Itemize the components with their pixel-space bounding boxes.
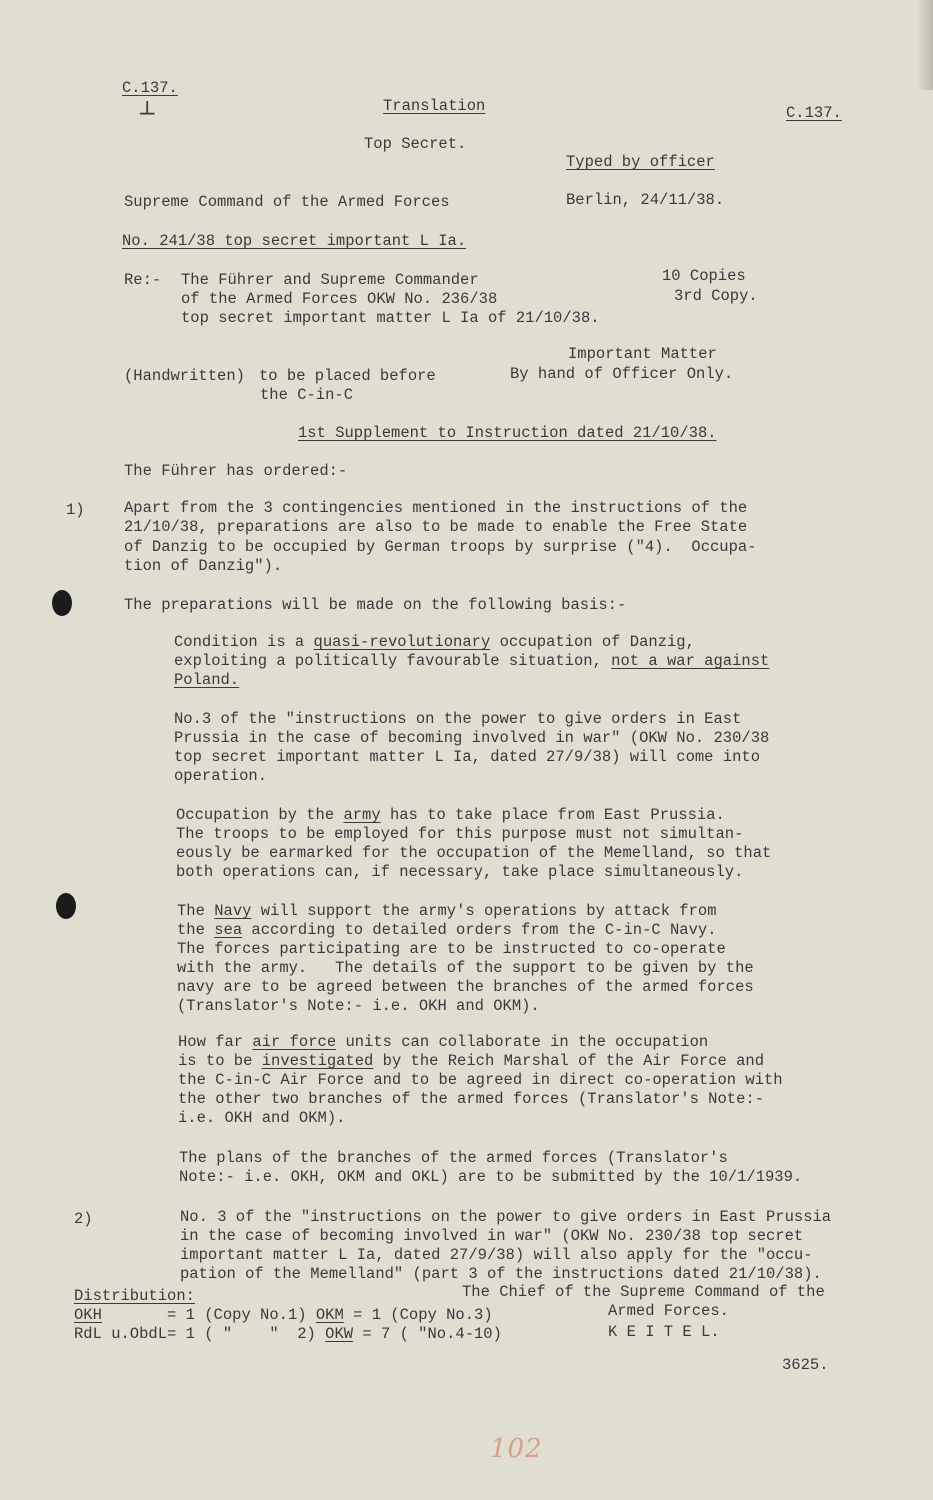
paper-edge [917, 0, 933, 90]
no3-line: Prussia in the case of becoming involved in war" (OKW No. 230/38 [174, 729, 770, 747]
plans-line: Note:- i.e. OKH, OKM and OKL) are to be submitted by the 10/1/1939. [179, 1168, 803, 1186]
supplement-title: 1st Supplement to Instruction dated 21/10/38. [298, 424, 717, 442]
distribution-row: RdL u.ObdL= 1 ( " " 2) OKW = 7 ( "No.4-10) [74, 1325, 502, 1343]
navy-line: The Navy will support the army's operations by attack from [177, 902, 717, 920]
basis-line: The preparations will be made on the following basis:- [124, 596, 627, 614]
doc-code: 3625. [782, 1356, 829, 1374]
punch-hole [56, 893, 76, 919]
section1-line: Apart from the 3 contingencies mentioned in the instructions of the [124, 499, 748, 517]
section-number: 2) [74, 1210, 93, 1228]
air-line: the other two branches of the armed forces (Translator's Note:- [178, 1090, 764, 1108]
doc-ref-right: C.137. [786, 104, 842, 122]
no3-line: top secret important matter L Ia, dated 27/9/38) will come into [174, 748, 760, 766]
navy-line: the sea according to detailed orders from the C-in-C Navy. [177, 921, 717, 939]
copy-number: 3rd Copy. [674, 287, 758, 305]
issuer: Supreme Command of the Armed Forces [124, 193, 450, 211]
air-line: is to be investigated by the Reich Marshal of the Air Force and [178, 1052, 765, 1070]
place-date: Berlin, 24/11/38. [566, 191, 725, 209]
navy-line: The forces participating are to be instructed to co-operate [177, 940, 726, 958]
handwritten-label: (Handwritten) [124, 367, 245, 385]
condition-line: exploiting a politically favourable situation, not a war against [174, 652, 770, 670]
army-line: Occupation by the army has to take place from East Prussia. [176, 806, 725, 824]
doc-ref-left: C.137. [122, 79, 178, 97]
no3-line: operation. [174, 767, 268, 785]
section2-line: important matter L Ia, dated 27/9/38) will also apply for the "occu- [180, 1246, 813, 1264]
air-line: How far air force units can collaborate in the occupation [178, 1033, 709, 1051]
section1-line: tion of Danzig"). [124, 557, 283, 575]
navy-line: (Translator's Note:- i.e. OKH and OKM). [177, 997, 540, 1015]
handwritten-line: the C-in-C [260, 386, 354, 404]
signature-title: Armed Forces. [608, 1302, 729, 1320]
signature-title: The Chief of the Supreme Command of the [462, 1283, 825, 1301]
punch-hole [52, 590, 72, 616]
re-line: top secret important matter L Ia of 21/10/38. [181, 309, 600, 327]
section-number: 1) [66, 501, 85, 519]
section1-line: of Danzig to be occupied by German troops by surprise ("4). Occupa- [124, 538, 757, 556]
air-line: i.e. OKH and OKM). [178, 1109, 346, 1127]
condition-line: Condition is a quasi-revolutionary occupation of Danzig, [174, 633, 695, 651]
army-line: both operations can, if necessary, take place simultaneously. [176, 863, 744, 881]
distribution-row: OKH = 1 (Copy No.1) OKM = 1 (Copy No.3) [74, 1306, 493, 1324]
handwritten-line: to be placed before [259, 367, 436, 385]
intro: The Führer has ordered:- [124, 462, 348, 480]
army-line: The troops to be employed for this purpose must not simultan- [176, 825, 744, 843]
re-label: Re:- [124, 271, 162, 289]
navy-line: navy are to be agreed between the branches of the armed forces [177, 978, 754, 996]
army-line: eously be earmarked for the occupation of the Memelland, so that [176, 844, 772, 862]
classification: Top Secret. [364, 135, 467, 153]
condition-line: Poland. [174, 671, 240, 689]
section2-line: pation of the Memelland" (part 3 of the instructions dated 21/10/38). [180, 1265, 822, 1283]
translation-heading: Translation [383, 97, 486, 115]
no3-line: No.3 of the "instructions on the power to give orders in East [174, 710, 742, 728]
hand-mark: ┴ [140, 102, 155, 129]
section2-line: No. 3 of the "instructions on the power to give orders in East Prussia [180, 1208, 832, 1226]
doc-number: No. 241/38 top secret important L Ia. [122, 232, 467, 250]
plans-line: The plans of the branches of the armed forces (Translator's [179, 1149, 728, 1167]
typed-by: Typed by officer [566, 153, 715, 171]
section2-line: in the case of becoming involved in war" (OKW No. 230/38 top secret [180, 1227, 804, 1245]
re-line: of the Armed Forces OKW No. 236/38 [181, 290, 498, 308]
section1-line: 21/10/38, preparations are also to be made to enable the Free State [124, 518, 748, 536]
signature-name: K E I T E L. [608, 1323, 720, 1341]
distribution-label: Distribution: [74, 1287, 195, 1305]
copies-count: 10 Copies [662, 267, 746, 285]
navy-line: with the army. The details of the support to be given by the [177, 959, 754, 977]
page-number: 102 [490, 1434, 543, 1464]
by-hand: By hand of Officer Only. [510, 365, 734, 383]
re-line: The Führer and Supreme Commander [181, 271, 479, 289]
important-matter: Important Matter [568, 345, 717, 363]
air-line: the C-in-C Air Force and to be agreed in direct co-operation with [178, 1071, 783, 1089]
